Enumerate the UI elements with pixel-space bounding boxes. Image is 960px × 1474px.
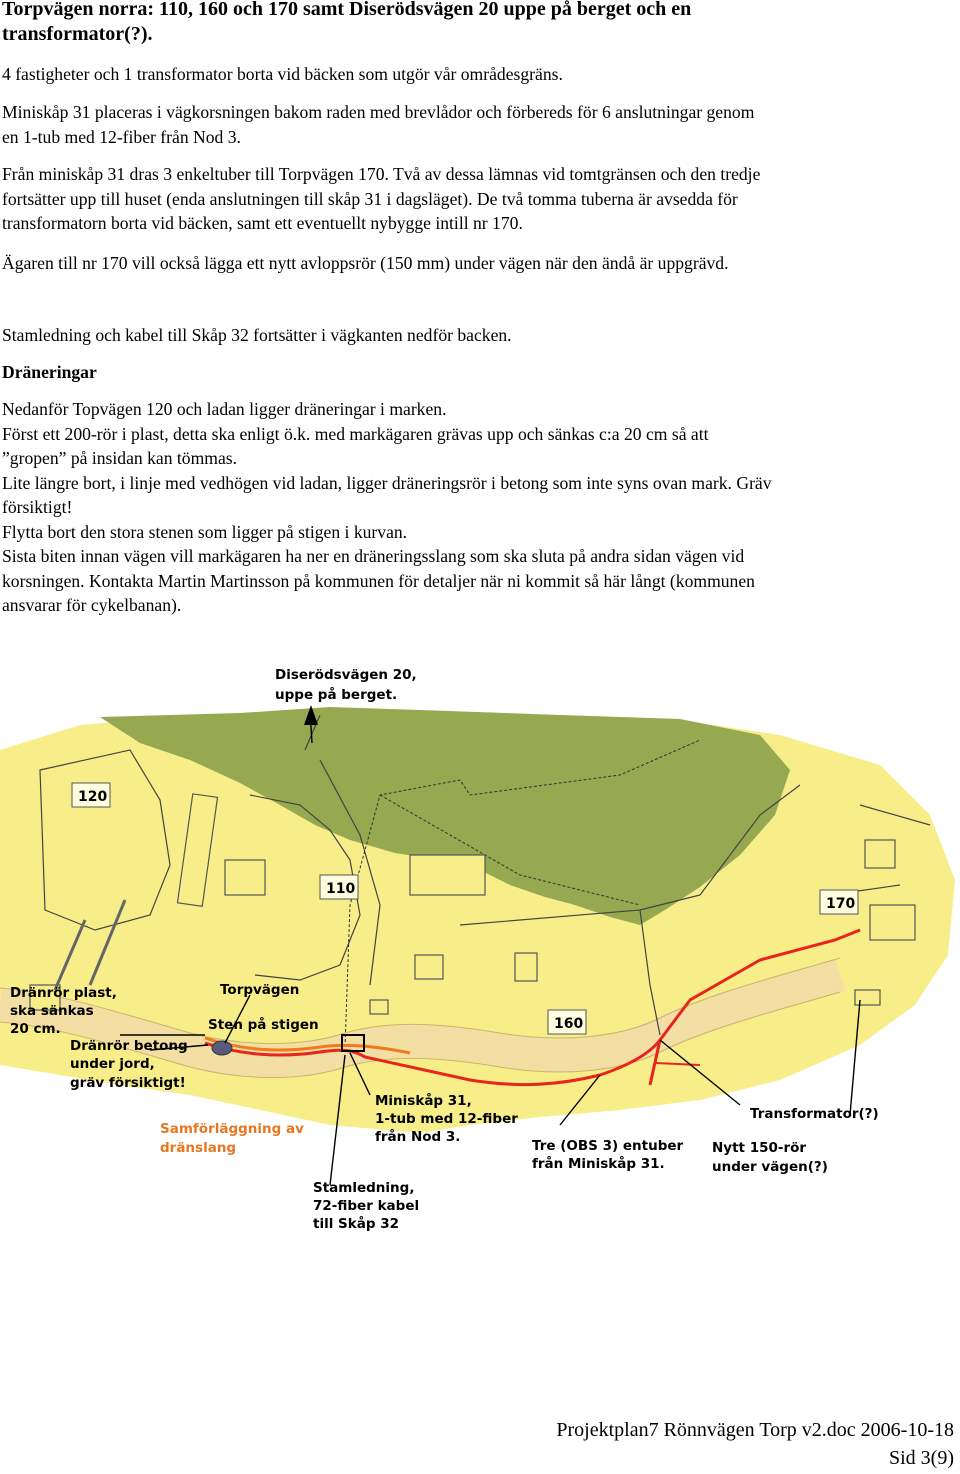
title-line-2: transformator(?). bbox=[2, 23, 153, 45]
text-line: Lite längre bort, i linje med vedhögen vid ladan, ligger dräneringsrör i betong som inte syns ovan mark. Gräv bbox=[2, 472, 772, 493]
text-line: en 1-tub med 12-fiber från Nod 3. bbox=[2, 126, 241, 147]
label-dranror-plast-1: Dränrör plast, bbox=[10, 985, 117, 1001]
miniskap-paragraph bbox=[2, 100, 952, 149]
label-torpvagen: Torpvägen bbox=[220, 982, 300, 998]
label-dranror-betong-2: under jord, bbox=[70, 1056, 155, 1072]
label-diserod-1: Diserödsvägen 20, bbox=[275, 667, 417, 683]
house-170-box bbox=[820, 890, 858, 914]
house-120-label: 120 bbox=[78, 789, 108, 805]
stamledning-paragraph bbox=[2, 323, 952, 348]
draneringar-section bbox=[2, 360, 952, 385]
house-110-label: 110 bbox=[326, 881, 356, 897]
stone-icon bbox=[212, 1041, 232, 1055]
site-map bbox=[0, 655, 960, 1240]
label-dranror-betong-1: Dränrör betong bbox=[70, 1038, 188, 1054]
label-tre-1: Tre (OBS 3) entuber bbox=[532, 1138, 684, 1154]
draneringar-text bbox=[2, 397, 952, 618]
text-line: Sista biten innan vägen vill markägaren ha ner en dräneringsslang som ska sluta på andra sidan vägen vid bbox=[2, 546, 745, 566]
footer-document-name: Projektplan7 Rönnvägen Torp v2.doc 2006-10-18 bbox=[556, 1419, 954, 1441]
text-line: Nedanför Topvägen 120 och ladan ligger dräneringar i marken. bbox=[2, 399, 447, 419]
label-dranror-plast-3: 20 cm. bbox=[10, 1021, 61, 1037]
house-110-box bbox=[320, 875, 358, 899]
intro-section bbox=[2, 62, 952, 87]
label-stam-2: 72-fiber kabel bbox=[313, 1198, 420, 1214]
label-miniskap-3: från Nod 3. bbox=[375, 1129, 461, 1145]
text-line: ansvarar för cykelbanan). bbox=[2, 595, 182, 615]
section-heading: Dräneringar bbox=[2, 362, 97, 382]
text-line: ”gropen” på insidan kan tömmas. bbox=[2, 448, 238, 468]
text-line: försiktigt! bbox=[2, 497, 73, 517]
footer-page-number: Sid 3(9) bbox=[889, 1447, 954, 1469]
label-transformator: Transformator(?) bbox=[750, 1106, 879, 1122]
house-160-label: 160 bbox=[554, 1016, 584, 1032]
label-miniskap-2: 1-tub med 12-fiber bbox=[375, 1111, 518, 1127]
label-sten: Sten på stigen bbox=[208, 1017, 319, 1033]
label-stam-3: till Skåp 32 bbox=[313, 1216, 399, 1232]
label-dranror-betong-3: gräv försiktigt! bbox=[70, 1075, 186, 1091]
text-line: Ägaren till nr 170 vill också lägga ett nytt avloppsrör (150 mm) under vägen när den ändå är uppgrävd. bbox=[2, 253, 729, 273]
label-samforlaggning-1: Samförläggning av bbox=[160, 1121, 304, 1137]
label-miniskap-1: Miniskåp 31, bbox=[375, 1093, 472, 1109]
house-160-box bbox=[548, 1010, 586, 1034]
label-nytt-1: Nytt 150-rör bbox=[712, 1140, 807, 1156]
enkeltuber-paragraph bbox=[2, 162, 952, 236]
text-line: Stamledning och kabel till Skåp 32 fortsätter i vägkanten nedför backen. bbox=[2, 325, 512, 345]
avlopp-paragraph bbox=[2, 251, 952, 276]
text-line: fortsätter upp till huset (enda anslutningen till skåp 31 i dagsläget). De två tomma tuberna är avsedda för bbox=[2, 188, 738, 209]
paragraph-properties: 4 fastigheter och 1 transformator borta vid bäcken som utgör vår områdesgräns. bbox=[2, 64, 563, 84]
label-dranror-plast-2: ska sänkas bbox=[10, 1003, 94, 1019]
house-170-label: 170 bbox=[826, 896, 856, 912]
text-line: Först ett 200-rör i plast, detta ska enligt ö.k. med markägaren grävas upp och sänkas c:a 20 cm så att bbox=[2, 423, 709, 444]
title-line-1: Torpvägen norra: 110, 160 och 170 samt Diserödsvägen 20 uppe på berget och en bbox=[2, 0, 692, 20]
text-line: Flytta bort den stora stenen som ligger på stigen i kurvan. bbox=[2, 521, 408, 542]
text-line: Från miniskåp 31 dras 3 enkeltuber till Torpvägen 170. Två av dessa lämnas vid tomtgränsen och den tredje bbox=[2, 164, 761, 184]
text-line: transformatorn borta vid bäcken, samt ett eventuellt nybygge intill nr 170. bbox=[2, 213, 523, 233]
text-line: Miniskåp 31 placeras i vägkorsningen bakom raden med brevlådor och förbereds för 6 anslutningar genom bbox=[2, 102, 755, 122]
label-samforlaggning-2: dränslang bbox=[160, 1140, 237, 1156]
label-stam-1: Stamledning, bbox=[313, 1180, 415, 1196]
house-120-box bbox=[72, 783, 110, 807]
label-tre-2: från Miniskåp 31. bbox=[532, 1156, 665, 1172]
label-diserod-2: uppe på berget. bbox=[275, 687, 398, 703]
page-title bbox=[2, 0, 902, 47]
label-nytt-2: under vägen(?) bbox=[712, 1159, 828, 1175]
text-line: korsningen. Kontakta Martin Martinsson på kommunen för detaljer när ni kommit så här långt (kommunen bbox=[2, 570, 755, 591]
